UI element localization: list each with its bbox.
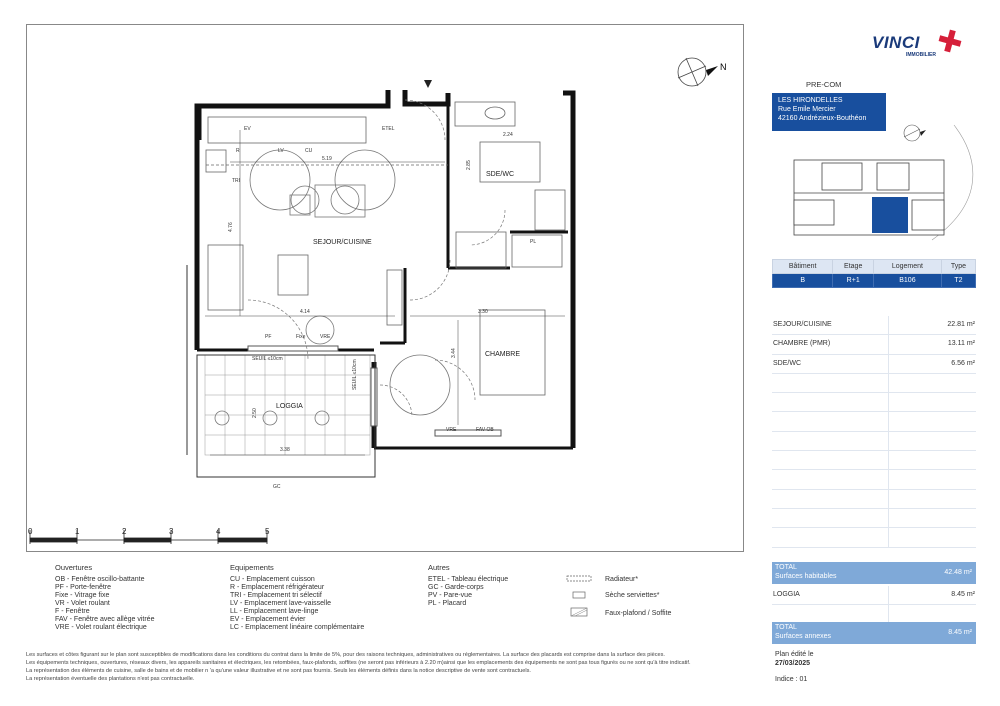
total-annexes xyxy=(772,622,976,644)
annex-value: 8.45 m² xyxy=(951,591,975,598)
north-arrow-icon xyxy=(678,58,727,86)
label-lv: LV xyxy=(278,148,284,154)
logo-text: VINCI xyxy=(872,33,920,52)
legend-au-0: ETEL - Tableau électrique xyxy=(428,576,509,583)
mini-north-arrow-icon xyxy=(904,125,926,141)
label-r: R xyxy=(236,148,240,154)
legend-eq-2: TRI - Emplacement tri sélectif xyxy=(230,592,322,599)
address-line-3: 42160 Andrézieux-Bouthéon xyxy=(778,115,867,122)
surface-label: SEJOUR/CUISINE xyxy=(773,321,832,328)
legend-ouv-4: F - Fenêtre xyxy=(55,608,90,615)
site-key-plan xyxy=(772,115,977,250)
surface-label: CHAMBRE (PMR) xyxy=(773,340,831,348)
surface-table xyxy=(772,316,976,548)
legend-autres-title: Autres xyxy=(428,563,450,572)
dim-476: 4.76 xyxy=(228,222,234,232)
dim-224: 2.24 xyxy=(503,132,513,138)
legend-ouv-2: Fixe - Vitrage fixe xyxy=(55,592,110,599)
surface-row xyxy=(772,316,976,335)
surface-value: 22.81 m² xyxy=(947,321,975,328)
note-3: La représentation éventuelle des plantations n'est pas contractuelle. xyxy=(26,676,195,682)
edition-index: Indice : 01 xyxy=(775,676,808,683)
radiator-icon xyxy=(567,576,591,581)
label-fixe: Fixe xyxy=(296,334,306,340)
dim-344: 3.44 xyxy=(451,348,457,358)
total-habitable-line1: TOTAL xyxy=(775,564,797,571)
total-habitable xyxy=(772,562,976,584)
surface-row-empty xyxy=(772,509,976,528)
surface-row-empty xyxy=(772,374,976,393)
surface-row xyxy=(772,335,976,354)
label-fav-ob: FAV-OB xyxy=(476,427,494,433)
total-annexes-line2: Surfaces annexes xyxy=(775,633,832,640)
legend-symbols xyxy=(565,572,595,622)
legend-ouv-6: VRE - Volet roulant électrique xyxy=(55,624,147,631)
surface-row-empty xyxy=(772,451,976,470)
label-seuil-2: SEUIL ≤10cm xyxy=(352,359,358,390)
surface-label: SDE/WC xyxy=(773,359,801,367)
legend-equip-title: Equipements xyxy=(230,563,274,572)
note-1: Les équipements techniques, ouvertures, réseaux divers, les appareils sanitaires et électriques, les retombées, faux-plafonds, soffites (ne seront pas inférieurs à 2.20 m)ainsi que les emplacements des équipements ne sont pas tous figurés ou ne sont qu'à titre indicatif. xyxy=(26,660,691,666)
surface-row-empty xyxy=(772,393,976,412)
unit-info-header: Bâtiment xyxy=(773,260,833,274)
total-habitable-line2: Surfaces habitables xyxy=(775,573,837,580)
unit-info-value: T2 xyxy=(941,274,975,288)
vinci-cross-icon xyxy=(937,28,963,54)
legend-ouv-5: FAV - Fenêtre avec allège vitrée xyxy=(55,616,155,623)
label-vre: VRE xyxy=(320,334,331,340)
legend-sym-0: Radiateur* xyxy=(605,576,639,583)
label-cu: CU xyxy=(305,148,313,154)
stage-label: PRE-COM xyxy=(806,80,842,89)
surface-value: 6.56 m² xyxy=(951,359,975,367)
address-line-2: Rue Emile Mercier xyxy=(778,106,836,113)
unit-highlight xyxy=(872,197,908,233)
note-2: La représentation des éléments de cuisine, salle de bains et de mobilier n 'a qu'une valeur illustrative et ne sont pas fournis. Seuls les éléments définis dans la notice descriptive de vente sont contractuels. xyxy=(26,668,531,674)
legend-eq-4: LL - Emplacement lave-linge xyxy=(230,608,319,615)
label-pl: PL xyxy=(530,239,537,245)
label-vre-2: VRE xyxy=(446,427,457,433)
total-annexes-line1: TOTAL xyxy=(775,624,797,631)
legend-ouvertures-title: Ouvertures xyxy=(55,563,93,572)
legend-ouv-1: PF - Porte-fenêtre xyxy=(55,584,112,591)
unit-info-header: Type xyxy=(941,260,975,274)
unit-info-header: Etage xyxy=(833,260,874,274)
edition-date: 27/03/2025 xyxy=(775,660,811,667)
legend-ouv-3: VR - Volet roulant xyxy=(55,600,110,607)
towel-rail-icon xyxy=(573,592,585,598)
dim-519: 5.19 xyxy=(322,156,332,162)
legend-eq-5: EV - Emplacement évier xyxy=(230,616,306,623)
label-seuil-1: SEUIL ≤10cm xyxy=(252,356,283,362)
legend-eq-6: LC - Emplacement linéaire complémentaire xyxy=(230,624,365,631)
surface-row-empty xyxy=(772,528,976,547)
total-habitable-value: 42.48 m² xyxy=(944,569,972,576)
surface-row-empty xyxy=(772,490,976,509)
scale-0: 0 xyxy=(28,527,33,536)
dim-250: 2.50 xyxy=(252,408,258,418)
dim-330: 3.30 xyxy=(478,309,488,315)
label-tri: TRI xyxy=(232,178,241,184)
unit-info-value: B xyxy=(773,274,833,288)
room-chambre-label: CHAMBRE xyxy=(485,351,521,358)
legend-sym-2: Faux-plafond / Soffite xyxy=(605,610,672,617)
unit-info-header: Logement xyxy=(874,260,942,274)
edition-label: Plan édité le xyxy=(775,651,814,658)
surface-row-empty xyxy=(772,470,976,489)
scale-bar xyxy=(30,530,267,544)
room-sde-label: SDE/WC xyxy=(486,171,514,178)
label-pf: PF xyxy=(265,334,272,340)
legend-sym-1: Sèche serviettes* xyxy=(605,592,660,599)
legend-eq-1: R - Emplacement réfrigérateur xyxy=(230,584,325,591)
scale-5: 5 xyxy=(265,527,270,536)
surface-row xyxy=(772,355,976,374)
total-annexes-value: 8.45 m² xyxy=(948,629,972,636)
legend-ouv-0: OB - Fenêtre oscillo-battante xyxy=(55,576,145,583)
surface-row-empty xyxy=(772,412,976,431)
unit-info-value-row xyxy=(773,274,976,288)
room-loggia-label: LOGGIA xyxy=(276,403,303,410)
scale-2: 2 xyxy=(122,527,127,536)
scale-3: 3 xyxy=(169,527,174,536)
legend-eq-0: CU - Emplacement cuisson xyxy=(230,576,315,583)
dim-285: 2.85 xyxy=(466,160,472,170)
legend-au-3: PL - Placard xyxy=(428,600,467,607)
scale-1: 1 xyxy=(75,527,80,536)
unit-info-header-row xyxy=(773,260,976,274)
unit-info-value: B106 xyxy=(874,274,942,288)
legend-au-2: PV - Pare-vue xyxy=(428,592,472,599)
legend-au-1: GC - Garde-corps xyxy=(428,584,484,591)
address-line-1: LES HIRONDELLES xyxy=(778,97,843,104)
room-sejour-label: SEJOUR/CUISINE xyxy=(313,239,372,246)
dim-338: 3.38 xyxy=(280,447,290,453)
svg-text:N: N xyxy=(720,62,727,72)
unit-info-value: R+1 xyxy=(833,274,874,288)
legend-eq-3: LV - Emplacement lave-vaisselle xyxy=(230,600,332,607)
surface-value: 13.11 m² xyxy=(947,340,975,348)
dim-414: 4.14 xyxy=(300,309,310,315)
annex-label: LOGGIA xyxy=(773,591,800,598)
label-gc: GC xyxy=(273,484,281,490)
note-0: Les surfaces et côtes figurant sur le plan sont susceptibles de modifications dans les conditions du contrat dans la limite de 5%, pour des raisons techniques, administratives ou réglementaires. La surface des placards est comprise dans la surface des pièces. xyxy=(26,652,665,658)
annex-row xyxy=(772,586,976,605)
label-ev: EV xyxy=(244,126,251,132)
logo-sub: IMMOBILIER xyxy=(906,52,936,58)
unit-info-table xyxy=(772,259,976,288)
surface-row-empty xyxy=(772,432,976,451)
scale-4: 4 xyxy=(216,527,221,536)
label-etel: ETEL xyxy=(382,126,395,132)
